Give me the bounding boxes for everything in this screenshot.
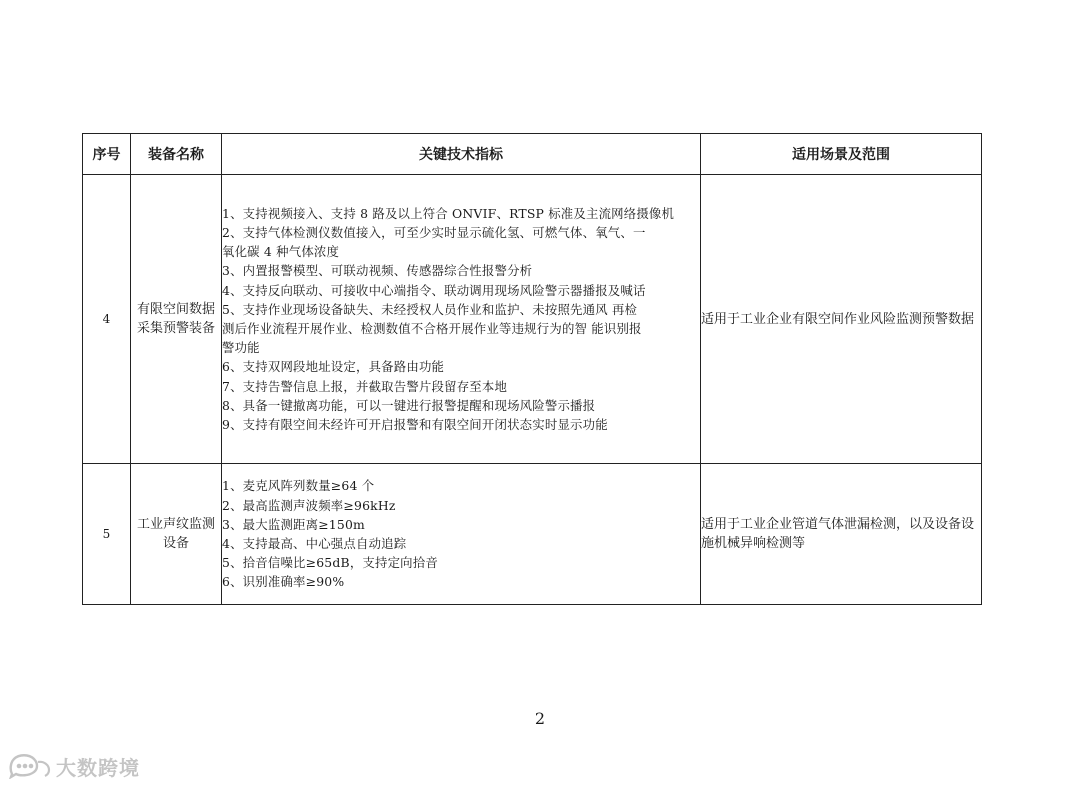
spec-line: 9、支持有限空间未经许可开启报警和有限空间开闭状态实时显示功能 [222, 417, 608, 433]
chat-bubble-logo-icon [8, 753, 52, 779]
application-scope: 适用于工业企业管道气体泄漏检测，以及设备设施机械异响检测等 [701, 464, 982, 605]
header-scope: 适用场景及范围 [701, 134, 982, 175]
header-no: 序号 [83, 134, 131, 175]
spec-line: 2、支持气体检测仪数值接入，可至少实时显示硫化氢、可燃气体、氧气、一 [222, 224, 646, 240]
equipment-name: 工业声纹监测设备 [131, 464, 222, 605]
application-scope: 适用于工业企业有限空间作业风险监测预警数据 [701, 175, 982, 464]
spec-line: 1、麦克风阵列数量≥64 个 [222, 478, 375, 494]
equipment-table [82, 133, 982, 605]
watermark-text: 大数跨境 [56, 755, 140, 780]
page-number: 2 [534, 709, 546, 728]
spec-line: 3、内置报警模型、可联动视频、传感器综合性报警分析 [222, 263, 533, 279]
technical-specs [222, 464, 701, 605]
table-row [83, 175, 982, 464]
spec-line: 6、识别准确率≥90% [222, 574, 345, 590]
watermark [8, 752, 140, 780]
spec-line: 5、支持作业现场设备缺失、未经授权人员作业和监护、未按照先通风 再检 [222, 301, 638, 317]
spec-line: 7、支持告警信息上报，并截取告警片段留存至本地 [222, 378, 508, 394]
header-spec: 关键技术指标 [222, 134, 701, 175]
table-row [83, 464, 982, 605]
header-name: 装备名称 [131, 134, 222, 175]
row-number: 4 [83, 175, 131, 464]
table-header-row [83, 134, 982, 175]
spec-line: 警功能 [222, 340, 260, 356]
spec-line: 3、最大监测距离≥150m [222, 516, 365, 532]
technical-specs [222, 175, 701, 464]
spec-line: 1、支持视频接入、支持 8 路及以上符合 ONVIF、RTSP 标准及主流网络摄像机 [222, 205, 675, 221]
spec-line: 8、具备一键撤离功能，可以一键进行报警提醒和现场风险警示播报 [222, 397, 596, 413]
row-number: 5 [83, 464, 131, 605]
spec-line: 6、支持双网段地址设定，具备路由功能 [222, 359, 445, 375]
spec-line: 4、支持反向联动、可接收中心端指令、联动调用现场风险警示器播报及喊话 [222, 282, 646, 298]
spec-line: 测后作业流程开展作业、检测数值不合格开展作业等违规行为的智 能识别报 [222, 321, 642, 336]
equipment-name: 有限空间数据采集预警装备 [131, 175, 222, 464]
spec-line: 2、最高监测声波频率≥96kHz [222, 497, 396, 513]
spec-line: 5、拾音信噪比≥65dB，支持定向拾音 [222, 555, 438, 571]
spec-line: 氧化碳 4 种气体浓度 [222, 244, 340, 260]
spec-line: 4、支持最高、中心强点自动追踪 [222, 536, 407, 551]
